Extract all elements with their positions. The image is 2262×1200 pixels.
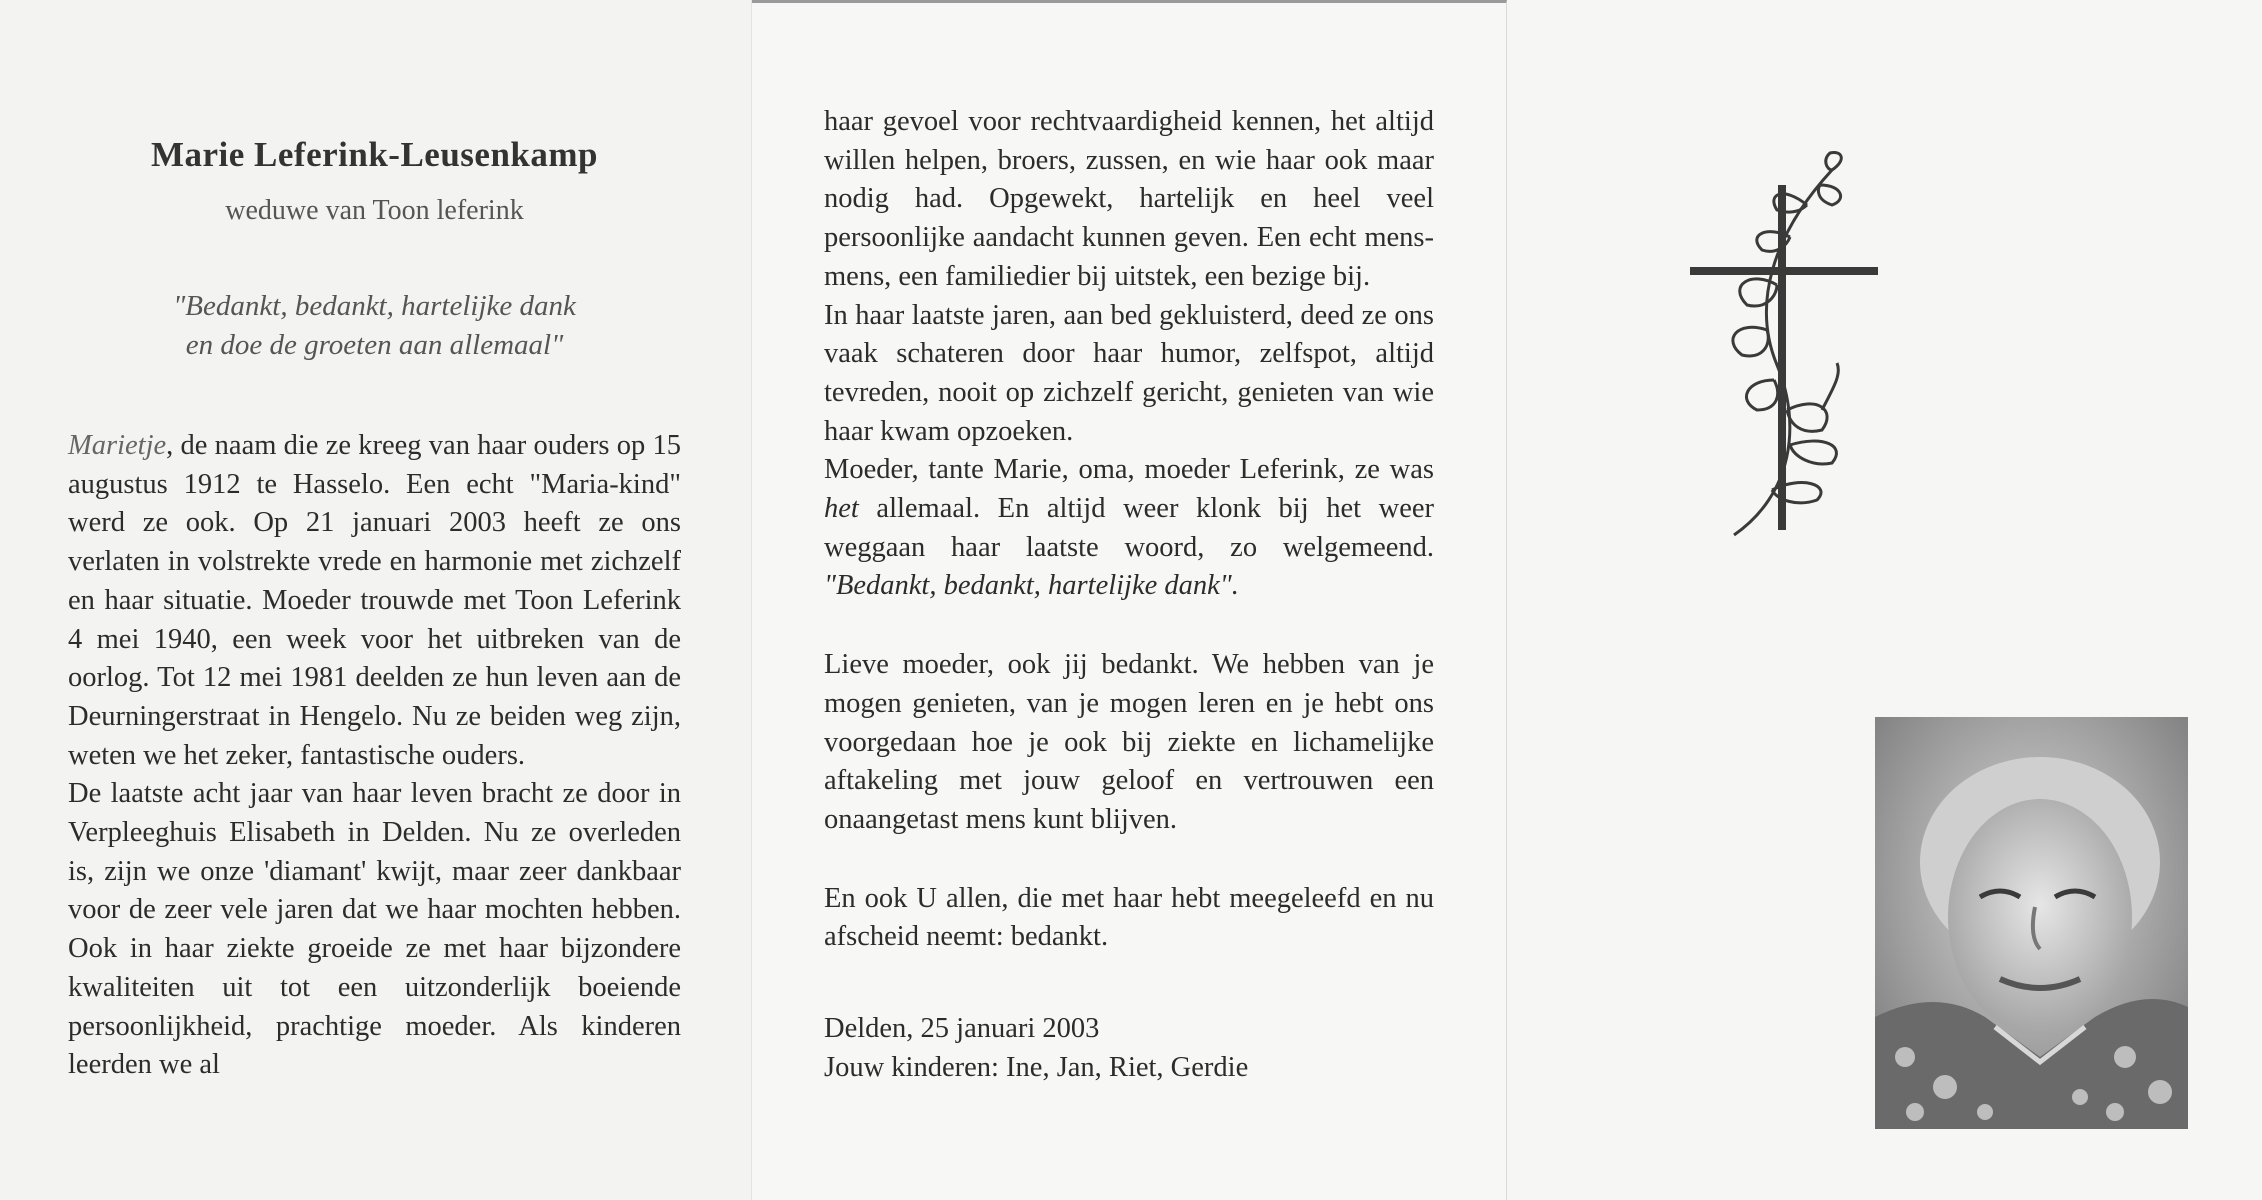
middle-paragraph-3-emphasis: het	[824, 493, 859, 525]
closing-quote: "Bedankt, bedankt, hartelijke dank".	[824, 570, 1239, 602]
nickname: Marietje	[68, 430, 167, 461]
place-and-date: Delden, 25 januari 2003	[824, 1013, 1100, 1045]
middle-paragraph-5: En ook U allen, die met haar hebt meegeleefd en nu afscheid neemt: bedankt.	[824, 882, 1434, 953]
portrait-photo	[1875, 717, 2188, 1129]
card-left-panel	[0, 0, 752, 1200]
portrait-illustration	[1875, 717, 2188, 1129]
opening-quote	[68, 287, 681, 365]
left-paragraph-1-text: , de naam die ze kreeg van haar ouders op 15 augustus 1912 te Hasselo. Een echt "Maria-kind" werd ze ook. Op 21 januari 2003 heeft ze ons verlaten in volstrekte vrede en harmonie met zichzelf en haar situatie. Moeder trouwde met Toon Leferink 4 mei 1940, een week voor het uitbreken van de oorlog. Tot 12 mei 1981 deelden ze hun leven aan de Deurningerstraat in Hengelo. Nu ze beiden weg zijn, weten we het zeker, fantastische ouders.	[68, 430, 681, 771]
middle-paragraph-4: Lieve moeder, ook jij bedankt. We hebben van je mogen genieten, van je mogen leren en je hebt ons voorgedaan hoe je ook bij ziekte en lichamelijke aftakeling met jouw geloof en vertrouwen een onaangetast mens kunt blijven.	[824, 649, 1434, 835]
widow-of-line: weduwe van Toon leferink	[225, 195, 524, 226]
middle-paragraph-1: haar gevoel voor rechtvaardigheid kennen, het altijd willen helpen, broers, zussen, en wie haar ook maar nodig had. Opgewekt, hartelijk en heel veel persoonlijke aandacht kunnen geven. Een echt mens-mens, een familiedier bij uitstek, een bezige bij.	[824, 106, 1434, 292]
left-paragraph-1	[68, 427, 681, 775]
quote-line-1: "Bedankt, bedankt, hartelijke dank	[173, 290, 576, 322]
card-right-panel	[1507, 0, 2262, 1200]
middle-paragraph-3-a: Moeder, tante Marie, oma, moeder Leferink, ze was	[824, 454, 1434, 486]
cross-with-palm-icon	[1682, 145, 1882, 545]
card-middle-panel	[752, 0, 1507, 1200]
left-paragraph-2: De laatste acht jaar van haar leven bracht ze door in Verpleeghuis Elisabeth in Delden. Nu ze overleden is, zijn we onze 'diamant' kwijt, maar zeer dankbaar voor de zeer vele jaren dat we haar mochten hebben. Ook in haar ziekte groeide ze met haar bijzondere kwaliteiten uit tot een uitzonderlijk boeiende persoonlijkheid, prachtige moeder. Als kinderen leerden we al	[68, 778, 681, 1081]
quote-line-2: en doe de groeten aan allemaal"	[185, 329, 564, 361]
middle-paragraph-3-b: allemaal. En altijd weer klonk bij het weer weggaan haar laatste woord, zo welgemeend.	[824, 493, 1434, 563]
deceased-name: Marie Leferink-Leusenkamp	[150, 135, 599, 174]
children-signature: Jouw kinderen: Ine, Jan, Riet, Gerdie	[824, 1052, 1249, 1084]
middle-paragraph-3	[824, 451, 1434, 606]
middle-paragraph-2: In haar laatste jaren, aan bed gekluisterd, deed ze ons vaak schateren door haar humor, zelfspot, altijd tevreden, nooit op zichzelf gericht, genieten van wie haar kwam opzoeken.	[824, 299, 1434, 447]
